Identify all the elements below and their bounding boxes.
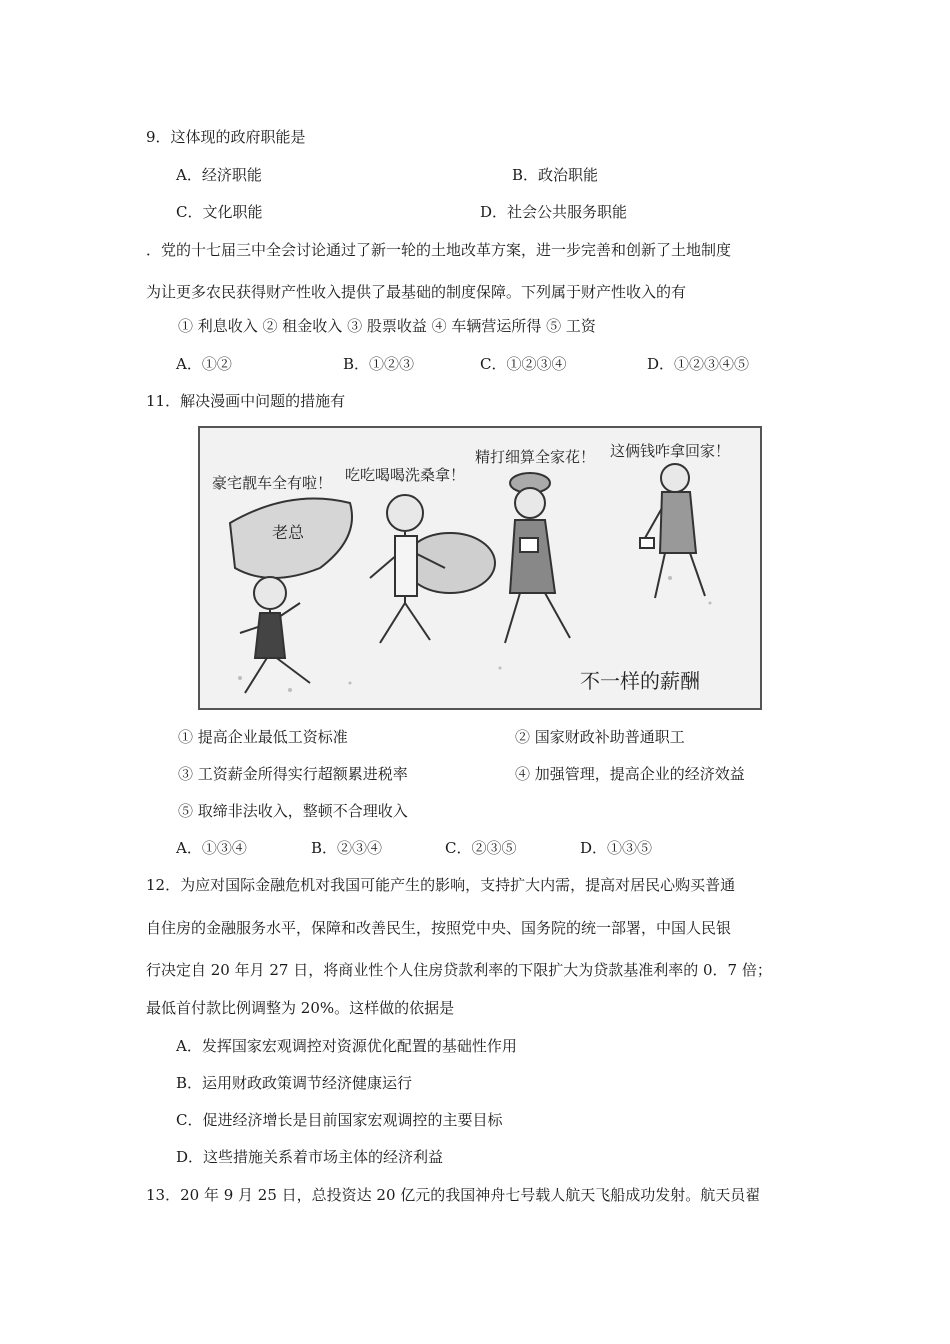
q11-option-a: A．①③④ <box>176 839 247 857</box>
q12-option-d: D．这些措施关系着市场主体的经济利益 <box>176 1148 444 1166</box>
q9-option-a: A．经济职能 <box>176 166 262 184</box>
bubble-worker: 精打细算全家花！ <box>475 448 596 466</box>
q11-item-1: ① 提高企业最低工资标准 <box>178 728 348 746</box>
bag-label: 老总 <box>272 523 305 542</box>
q11-item-2: ② 国家财政补助普通职工 <box>515 728 685 746</box>
q12-line-3: 行决定自 20 年月 27 日，将商业性个人住房贷款利率的下限扩大为贷款基准利率的 0．7 倍； <box>146 961 772 979</box>
q10-option-d: D．①②③④⑤ <box>647 355 750 373</box>
q9-stem: 9．这体现的政府职能是 <box>146 128 306 146</box>
worker-figure <box>505 473 570 643</box>
bubble-migrant: 这俩钱咋拿回家！ <box>610 442 731 460</box>
q13-stem: 13．20 年 9 月 25 日，总投资达 20 亿元的我国神舟七号载人航天飞船成功发射。航天员翟 <box>146 1186 761 1204</box>
q12-line-2: 自住房的金融服务水平，保障和改善民生，按照党中央、国务院的统一部署，中国人民银 <box>146 919 732 937</box>
q12-option-b: B．运用财政政策调节经济健康运行 <box>176 1074 413 1092</box>
q10-items: ① 利息收入 ② 租金收入 ③ 股票收益 ④ 车辆营运所得 ⑤ 工资 <box>178 317 596 335</box>
q11-item-4: ④ 加强管理，提高企业的经济效益 <box>515 765 745 783</box>
q12-line-1: 12．为应对国际金融危机对我国可能产生的影响，支持扩大内需，提高对居民心购买普通 <box>146 876 736 894</box>
q10-option-c: C．①②③④ <box>480 355 567 373</box>
q11-option-b: B．②③④ <box>311 839 383 857</box>
q10-option-a: A．①② <box>176 355 232 373</box>
q12-option-c: C．促进经济增长是目前国家宏观调控的主要目标 <box>176 1111 503 1129</box>
salary-cartoon <box>198 426 762 710</box>
q11-item-3: ③ 工资薪金所得实行超额累进税率 <box>178 765 408 783</box>
q9-option-c: C．文化职能 <box>176 203 263 221</box>
bubble-spender: 吃吃喝喝洗桑拿！ <box>345 466 466 484</box>
q10-stem-line1: ．党的十七届三中全会讨论通过了新一轮的土地改革方案，进一步完善和创新了土地制度 <box>146 241 732 259</box>
migrant-figure <box>640 464 705 598</box>
q12-option-a: A．发挥国家宏观调控对资源优化配置的基础性作用 <box>176 1037 517 1055</box>
cartoon-caption: 不一样的薪酬 <box>580 669 700 693</box>
bubble-boss: 豪宅靓车全有啦！ <box>212 474 333 492</box>
q12-line-4: 最低首付款比例调整为 20%。这样做的依据是 <box>146 999 455 1017</box>
spender-figure <box>370 495 495 643</box>
q10-option-b: B．①②③ <box>343 355 415 373</box>
q11-option-d: D．①③⑤ <box>580 839 653 857</box>
q9-option-d: D．社会公共服务职能 <box>480 203 628 221</box>
q11-option-c: C．②③⑤ <box>445 839 517 857</box>
q9-option-b: B．政治职能 <box>512 166 599 184</box>
q11-item-5: ⑤ 取缔非法收入，整顿不合理收入 <box>178 802 408 820</box>
q10-stem-line2: 为让更多农民获得财产性收入提供了最基础的制度保障。下列属于财产性收入的有 <box>146 283 687 301</box>
q11-stem: 11．解决漫画中问题的措施有 <box>146 392 346 410</box>
